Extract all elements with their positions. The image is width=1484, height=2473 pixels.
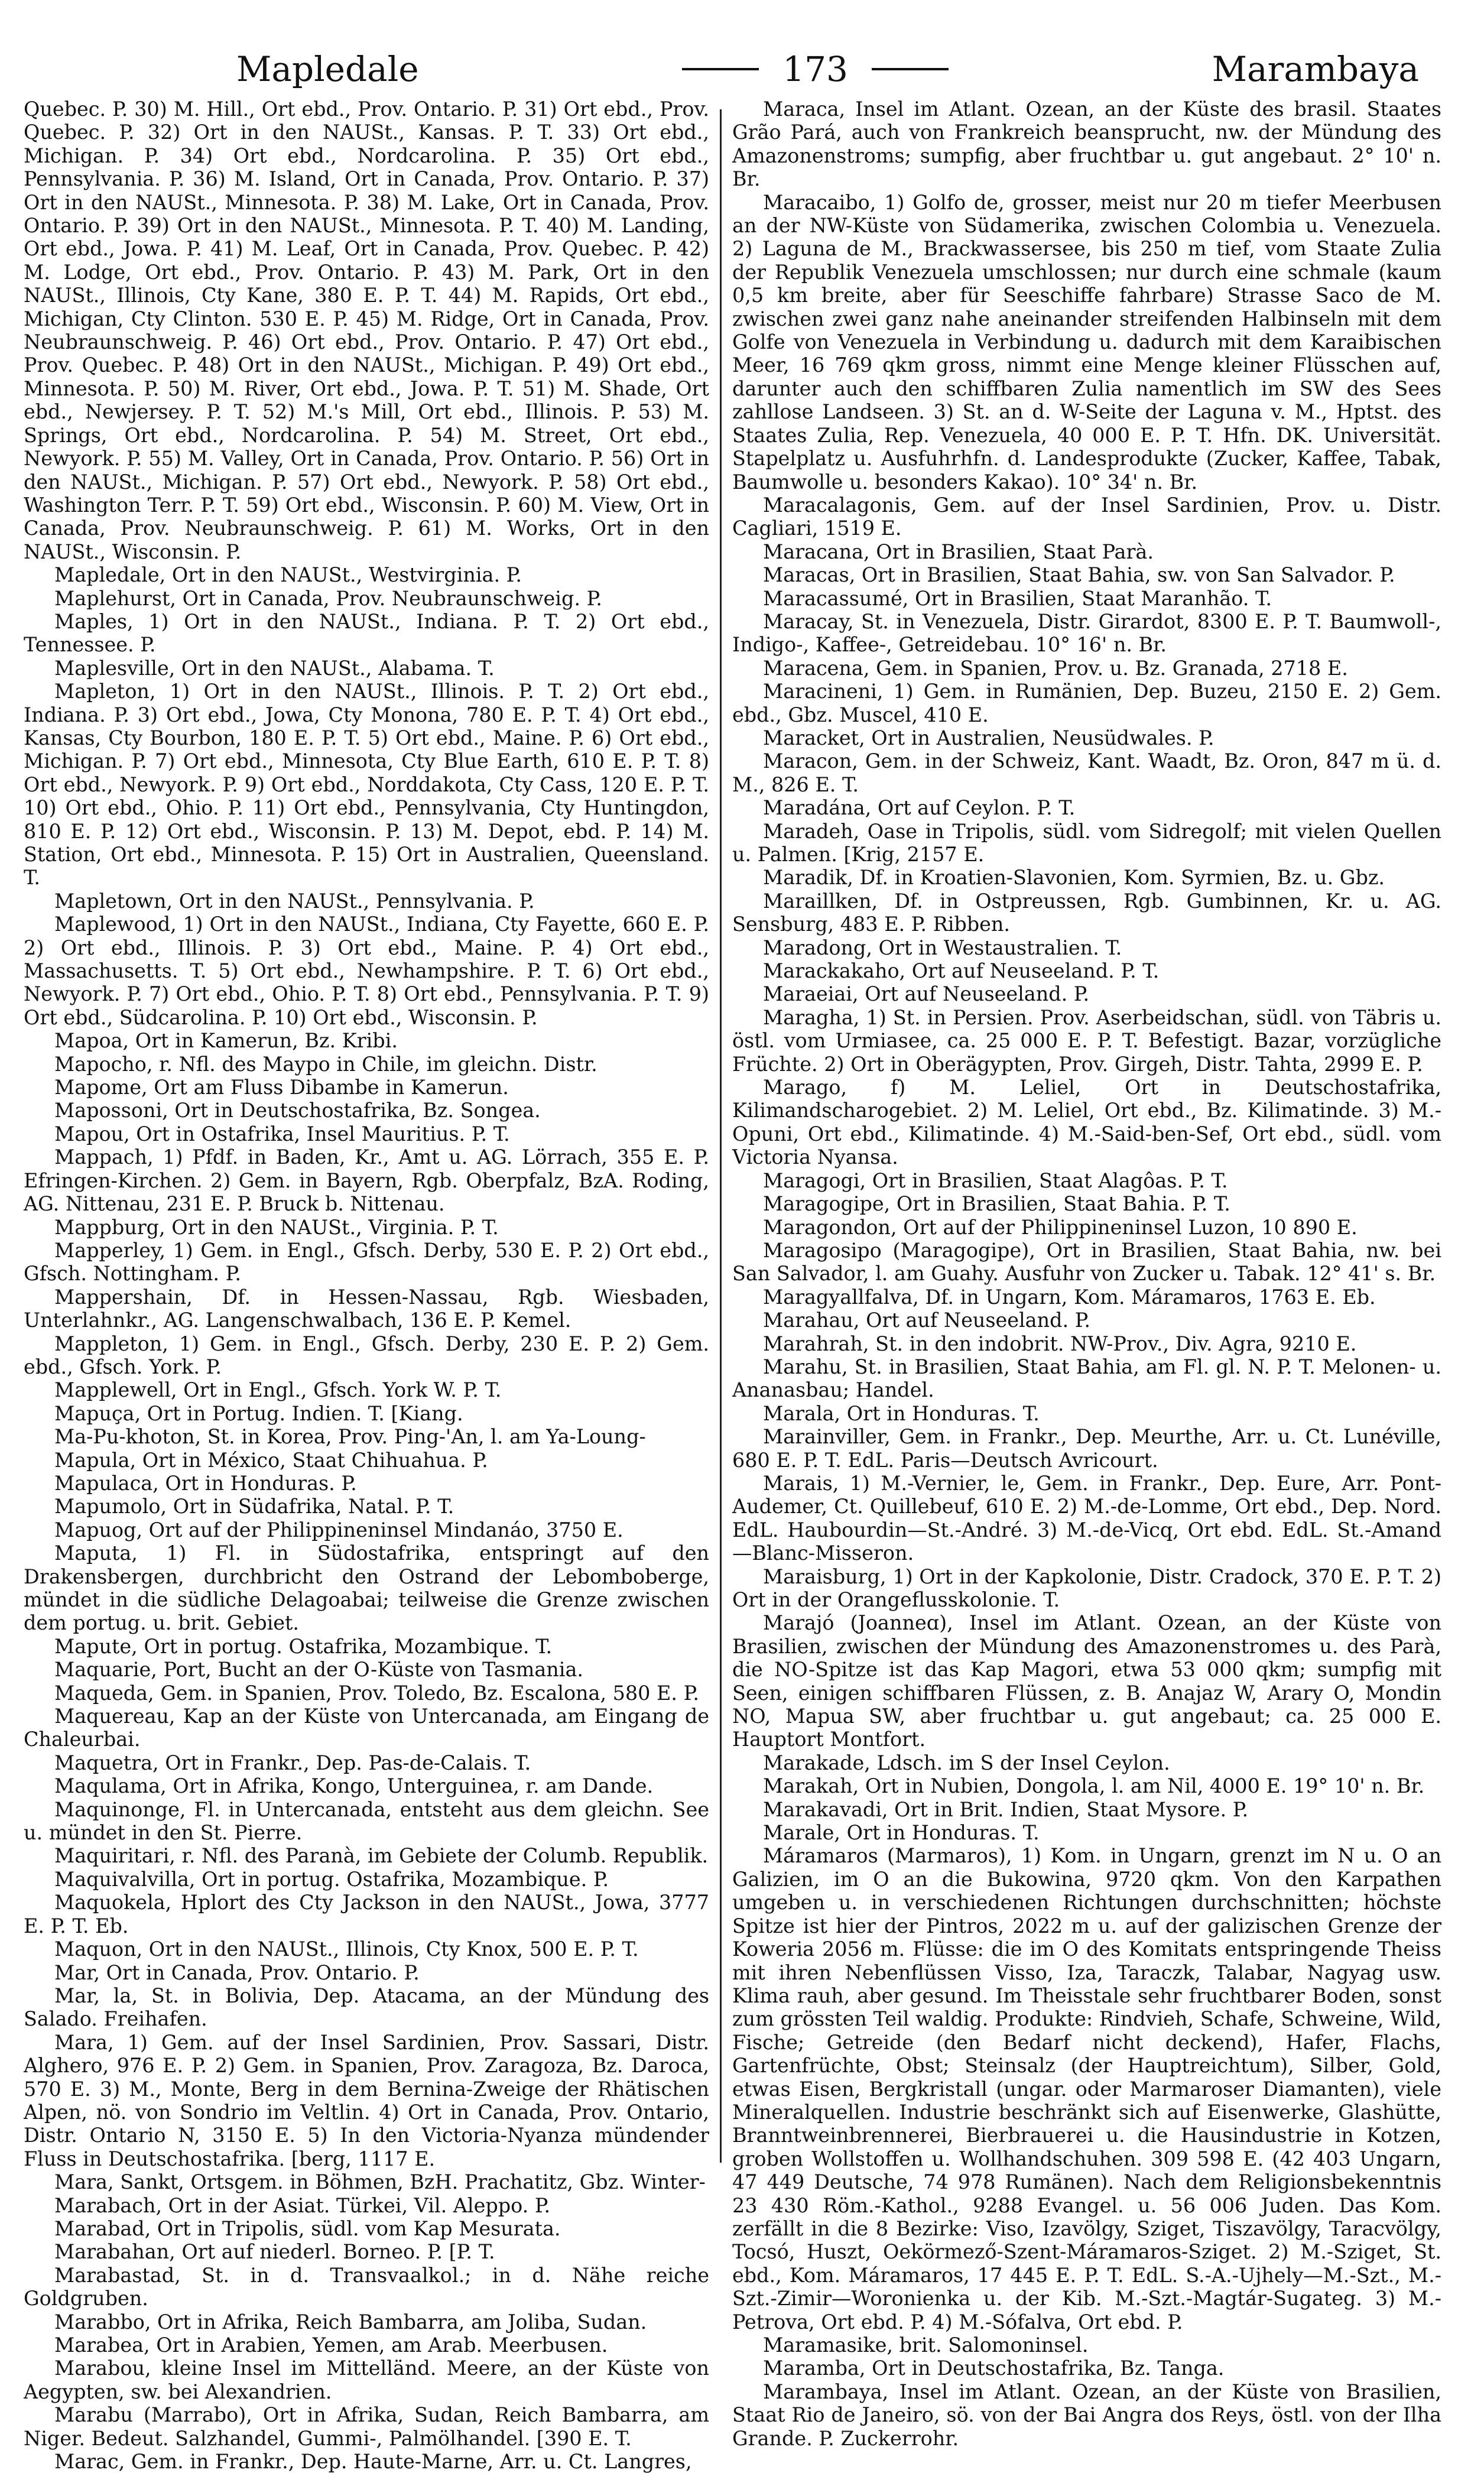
gazetteer-entry: Mara, Sankt, Ortsgem. in Böhmen, BzH. Prachatitz, Gbz. Winter- [54,2170,706,2194]
gazetteer-entry: Maragondon, Ort auf der Philippineninsel Luzon, 10 890 E. [763,1215,1358,1239]
gazetteer-entry: Maracassumé, Ort in Brasilien, Staat Maranhão. T. [763,586,1272,610]
gazetteer-entry: Maragogi, Ort in Brasilien, Staat Alagôas. P. T. [763,1169,1228,1192]
gazetteer-entry: Marainviller, Gem. in Frankr., Dep. Meurthe, Arr. u. Ct. Lunéville, 680 E. P. T. EdL. Paris—Deutsch Avricourt. [732,1425,1441,1472]
gazetteer-entry: Marajó (Joanneɑ), Insel im Atlant. Ozean, an der Küste von Brasilien, zwischen der Mündung des Amazonenstromes u. des Parà, die NO-Spitze ist das Kap Magori, etwa 53 000 qkm; sumpfig mit Seen, einigen schiffbaren Flüssen, z. B. Anajaz W, Arary O, Mondin NO, Mapua SW, aber fruchtbar u. gut angebaut; ca. 25 000 E. Hauptort Montfort. [732,1611,1441,1751]
gazetteer-entry: Maradeh, Oase in Tripolis, südl. vom Sidregolf; mit vielen Quellen u. Palmen. [Krig, 2157 E. [732,819,1441,866]
gazetteer-entry: Maracineni, 1) Gem. in Rumänien, Dep. Buzeu, 2150 E. 2) Gem. ebd., Gbz. Muscel, 410 E. [732,680,1441,726]
gazetteer-entry: Marabastad, St. in d. Transvaalkol.; in d. Nähe reiche Goldgruben. [24,2263,709,2310]
gazetteer-entry: Maracena, Gem. in Spanien, Prov. u. Bz. Granada, 2718 E. [763,656,1348,680]
gazetteer-entry: Máramaros (Marmaros), 1) Kom. in Ungarn, grenzt im N u. O an Galizien, im O an die Bukowina, 9720 qkm. Von den Karpathen umgeben u. in verschiedenen Richtungen durchschnitten; höchste Spitze ist hier der Pintros, 2022 m u. auf der galizischen Grenze der Koweria 2056 m. Flüsse: die im O des Komitats entspringende Theiss mit ihren Nebenflüssen Visso, Iza, Taraczk, Talabar, Nagyag usw. Klima rauh, aber gesund. Im Theisstale sehr fruchtbarer Boden, sonst zum grössten Teil waldig. Produkte: Rindvieh, Schafe, Schweine, Wild, Fische; Getreide (den Bedarf nicht deckend), Hafer, Flachs, Gartenfrüchte, Obst; Steinsalz (der Hauptreichtum), Silber, Gold, etwas Eisen, Bergkristall (ungar. oder Marmaroser Diamanten), viele Mineralquellen. Industrie beschränkt sich auf Eisenwerke, Glashütte, Branntweinbrennerei, Bierbrauerei u. die Hausindustrie in Kotzen, groben Wollstoffen u. Wollhandschuhen. 309 598 E. (42 403 Ungarn, 47 449 Deutsche, 74 978 Rumänen). Nach dem Religionsbekenntnis 23 430 Röm.-Kathol., 9288 Evangel. u. 56 006 Juden. Das Kom. zerfällt in die 8 Bezirke: Viso, Izavölgy, Sziget, Tiszavölgy, Taracvölgy, Tocsó, Huszt, Oekörmező-Szent-Máramaros-Sziget. 2) M.-Sziget, St. ebd., Kom. Máramaros, 17 445 E. P. T. EdL. S.-A.-Ujhely—M.-Szt., M.-Szt.-Zimir—Woronienka u. der Kib. M.-Szt.-Magtár-Sugateg. 3) M.-Petrova, Ort ebd. P. 4) M.-Sófalva, Ort ebd. P. [732,1844,1441,2334]
gazetteer-entry: Mapplewell, Ort in Engl., Gfsch. York W. P. T. [54,1378,502,1402]
gazetteer-entry: Marais, 1) M.-Vernier, le, Gem. in Frankr., Dep. Eure, Arr. Pont-Audemer, Ct. Quillebeuf, 610 E. 2) M.-de-Lomme, Ort ebd., Dep. Nord. EdL. Haubourdin—St.-André. 3) M.-de-Vicq, Ort ebd. EdL. St.-Amand—Blanc-Misseron. [732,1471,1441,1565]
gazetteer-entry: Mapuog, Ort auf der Philippineninsel Mindanáo, 3750 E. [54,1518,624,1541]
gazetteer-entry: Mapletown, Ort in den NAUSt., Pennsylvania. P. [54,889,535,913]
gazetteer-entry: Marabou, kleine Insel im Mittelländ. Meere, an der Küste von Aegypten, sw. bei Alexandrien. [24,2357,709,2403]
gazetteer-entry: Maquivalvilla, Ort in portug. Ostafrika, Mozambique. P. [54,1867,609,1891]
gazetteer-entry: Mapou, Ort in Ostafrika, Insel Mauritius. P. T. [54,1122,510,1145]
gazetteer-entry: Marabbo, Ort in Afrika, Reich Bambarra, am Joliba, Sudan. [54,2310,647,2334]
gazetteer-entry: Maraisburg, 1) Ort in der Kapkolonie, Distr. Cradock, 370 E. P. T. 2) Ort in der Orangeflusskolonie. T. [732,1565,1441,1611]
gazetteer-entry: Maraillken, Df. in Ostpreussen, Rgb. Gumbinnen, Kr. u. AG. Sensburg, 483 E. P. Ribben. [732,889,1441,936]
gazetteer-entry: Maradána, Ort auf Ceylon. P. T. [763,796,1076,820]
gazetteer-entry: Marago, f) M. Leliel, Ort in Deutschostafrika, Kilimandscharogebiet. 2) M. Leliel, Ort ebd., Bz. Kilimatinde. 3) M.-Opuni, Ort ebd., Kilimatinde. 4) M.-Said-ben-Sef, Ort ebd., südl. vom Victoria Nyansa. [732,1076,1441,1169]
text-columns [24,98,1454,2473]
gazetteer-entry: Mapula, Ort in México, Staat Chihuahua. P. [54,1448,488,1472]
gazetteer-entry: Mapleton, 1) Ort in den NAUSt., Illinois. P. T. 2) Ort ebd., Indiana. P. 3) Ort ebd., Jowa, Cty Monona, 780 E. P. T. 4) Ort ebd., Kansas, Cty Bourbon, 180 E. P. T. 5) Ort ebd., Maine. P. 6) Ort ebd., Michigan. P. 7) Ort ebd., Minnesota, Cty Blue Earth, 610 E. P. T. 8) Ort ebd., Newyork. P. 9) Ort ebd., Norddakota, Cty Cass, 120 E. P. T. 10) Ort ebd., Ohio. P. 11) Ort ebd., Pennsylvania, Cty Huntingdon, 810 E. P. 12) Ort ebd., Wisconsin. P. 13) M. Depot, ebd. P. 14) M. Station, Ort ebd., Minnesota. P. 15) Ort in Australien, Queensland. T. [24,680,709,890]
gazetteer-entry: Maragyallfalva, Df. in Ungarn, Kom. Máramaros, 1763 E. Eb. [763,1285,1376,1309]
gazetteer-entry: Maracana, Ort in Brasilien, Staat Parà. [763,540,1154,563]
gazetteer-entry: Mapumolo, Ort in Südafrika, Natal. P. T. [54,1495,454,1518]
gazetteer-entry: Maramasike, brit. Salomoninsel. [763,2334,1089,2357]
header-left-word: Mapledale [236,49,419,89]
gazetteer-entry: Marabad, Ort in Tripolis, südl. vom Kap Mesurata. [54,2216,561,2240]
gazetteer-entry: Maradong, Ort in Westaustralien. T. [763,936,1122,959]
gazetteer-entry: Maracay, St. in Venezuela, Distr. Girardot, 8300 E. P. T. Baumwoll-, Indigo-, Kaffee-, Getreidebau. 10° 16' n. Br. [732,609,1441,657]
gazetteer-entry: Mapperley, 1) Gem. in Engl., Gfsch. Derby, 530 E. P. 2) Ort ebd., Gfsch. Nottingham. P. [24,1238,709,1286]
gazetteer-entry: Marambaya, Insel im Atlant. Ozean, an der Küste von Brasilien, Staat Rio de Janeiro, sö. von der Bai Angra dos Reys, östl. von der Ilha Grande. P. Zuckerrohr. [732,2380,1441,2450]
gazetteer-entry: Marabach, Ort in der Asiat. Türkei, Vil. Aleppo. P. [54,2193,551,2217]
gazetteer-entry: Mapocho, r. Nfl. des Maypo in Chile, im gleichn. Distr. [54,1052,598,1076]
gazetteer-entry: Maquinonge, Fl. in Untercanada, entsteht aus dem gleichn. See u. mündet in den St. Pierre. [24,1797,709,1845]
gazetteer-entry: Mapuça, Ort in Portug. Indien. T. [Kiang. [54,1401,463,1425]
gazetteer-entry: Maracalagonis, Gem. auf der Insel Sardinien, Prov. u. Distr. Cagliari, 1519 E. [732,493,1441,540]
gazetteer-entry: Mar, la, St. in Bolivia, Dep. Atacama, an der Mündung des Salado. Freihafen. [24,1984,709,2031]
gazetteer-entry: Marale, Ort in Honduras. T. [763,1821,1040,1845]
gazetteer-entry: Mapledale, Ort in den NAUSt., Westvirginia. P. [54,563,522,587]
gazetteer-entry: Ma-Pu-khoton, St. in Korea, Prov. Ping-'An, l. am Ya-Loung- [54,1425,646,1449]
gazetteer-entry: Mapoa, Ort in Kamerun, Bz. Kribi. [54,1029,398,1053]
running-header [236,37,1419,102]
gazetteer-entry: Maragha, 1) St. in Persien. Prov. Aserbeidschan, südl. von Täbris u. östl. vom Urmiasee, ca. 25 000 E. P. T. Befestigt. Bazar, vorzügliche Früchte. 2) Ort in Oberägypten, Prov. Girgeh, Distr. Tahta, 2999 E. P. [732,1005,1441,1076]
gazetteer-entry: Marabu (Marrabo), Ort in Afrika, Sudan, Reich Bambarra, am Niger. Bedeut. Salzhandel, Gummi-, Palmölhandel. [390 E. T. [24,2403,709,2450]
gazetteer-entry: Maracon, Gem. in der Schweiz, Kant. Waadt, Bz. Oron, 847 m ü. d. M., 826 E. T. [732,749,1441,796]
gazetteer-entry: Maramba, Ort in Deutschostafrika, Bz. Tanga. [763,2357,1225,2380]
gazetteer-entry: Maquiritari, r. Nfl. des Paranà, im Gebiete der Columb. Republik. [54,1844,709,1868]
page-number: 173 [782,49,848,89]
gazetteer-entry: Marakavadi, Ort in Brit. Indien, Staat Mysore. P. [763,1797,1249,1821]
gazetteer-entry: Marabahan, Ort auf niederl. Borneo. P. [P. T. [54,2240,495,2264]
gazetteer-entry: Maplewood, 1) Ort in den NAUSt., Indiana, Cty Fayette, 660 E. P. 2) Ort ebd., Illinois. P. 3) Ort ebd., Maine. P. 4) Ort ebd., Massachusetts. T. 5) Ort ebd., Newhampshire. P. T. 6) Ort ebd., Newyork. P. 7) Ort ebd., Ohio. P. T. 8) Ort ebd., Pennsylvania. P. T. 9) Ort ebd., Südcarolina. P. 10) Ort ebd., Wisconsin. P. [24,913,709,1029]
gazetteer-entry: Maracaibo, 1) Golfo de, grosser, meist nur 20 m tiefer Meerbusen an der NW-Küste von Südamerika, zwischen Colombia u. Venezuela. 2) Laguna de M., Brackwassersee, bis 250 m tief, vom Staate Zulia der Republik Venezuela umschlossen; nur durch eine schmale (kaum 0,5 km breite, aber für Seeschiffe fahrbare) Strasse Saco de M. zwischen zwei ganz nahe aneinander streifenden Halbinseln mit dem Golfe von Venezuela in Verbindung u. dadurch mit dem Karaibischen Meer, 16 769 qkm gross, nimmt eine Menge kleiner Flüsschen auf, darunter auch den schiffbaren Zulia namentlich im SW des Sees zahllose Landseen. 3) St. an d. W-Seite der Laguna v. M., Hptst. des Staates Zulia, Rep. Venezuela, 40 000 E. P. T. Hfn. DK. Universität. Stapelplatz u. Ausfuhrhfn. d. Landesprodukte (Zucker, Kaffee, Tabak, Baumwolle u. besonders Kakao). 10° 34' n. Br. [732,190,1441,494]
gazetteer-entry: Maplehurst, Ort in Canada, Prov. Neubraunschweig. P. [54,586,602,610]
left-column [24,98,720,2473]
gazetteer-entry: Mapute, Ort in portug. Ostafrika, Mozambique. T. [54,1634,553,1658]
gazetteer-entry: Maplesville, Ort in den NAUSt., Alabama. T. [54,656,495,680]
gazetteer-entry: Mara, 1) Gem. auf der Insel Sardinien, Prov. Sassari, Distr. Alghero, 976 E. P. 2) Gem. in Spanien, Prov. Zaragoza, Bz. Daroca, 570 E. 3) M., Monte, Berg in dem Bernina-Zweige der Rhätischen Alpen, nö. von Sondrio im Veltlin. 4) Ort in Canada, Prov. Ontario, Distr. Ontario N, 3150 E. 5) In den Victoria-Nyanza mündender Fluss in Deutschostafrika. [berg, 1117 E. [24,2030,709,2170]
gazetteer-entry: Maqueda, Gem. in Spanien, Prov. Toledo, Bz. Escalona, 580 E. P. [54,1681,699,1705]
gazetteer-entry: Maquokela, Hplort des Cty Jackson in den NAUSt., Jowa, 3777 E. P. T. Eb. [24,1891,709,1937]
gazetteer-entry: Mappburg, Ort in den NAUSt., Virginia. P. T. [54,1215,499,1239]
gazetteer-entry: Mappleton, 1) Gem. in Engl., Gfsch. Derby, 230 E. P. 2) Gem. ebd., Gfsch. York. P. [24,1332,709,1378]
gazetteer-entry: Mapulaca, Ort in Honduras. P. [54,1471,357,1495]
gazetteer-entry: Mapome, Ort am Fluss Dibambe in Kamerun. [54,1076,509,1099]
gazetteer-entry: Maracket, Ort in Australien, Neusüdwales. P. [763,726,1215,749]
gazetteer-entry: Marabea, Ort in Arabien, Yemen, am Arab. Meerbusen. [54,2334,608,2357]
header-dash-right [872,68,949,70]
gazetteer-entry: Maquon, Ort in den NAUSt., Illinois, Cty Knox, 500 E. P. T. [54,1937,639,1961]
gazetteer-entry: Marakade, Ldsch. im S der Insel Ceylon. [763,1751,1170,1774]
gazetteer-entry: Maquereau, Kap an der Küste von Untercanada, am Eingang de Chaleurbai. [24,1705,709,1751]
header-right-word: Marambaya [1212,49,1419,89]
gazetteer-entry: Mappach, 1) Pfdf. in Baden, Kr., Amt u. AG. Lörrach, 355 E. P. Efringen-Kirchen. 2) Gem. in Bayern, Rgb. Oberpfalz, BzA. Roding, AG. Nittenau, 231 E. P. Bruck b. Nittenau. [24,1145,709,1216]
gazetteer-entry: Marac, Gem. in Frankr., Dep. Haute-Marne, Arr. u. Ct. Langres, [54,2450,692,2473]
gazetteer-entry: Quebec. P. 30) M. Hill., Ort ebd., Prov. Ontario. P. 31) Ort ebd., Prov. Quebec. P. 32) Ort in den NAUSt., Kansas. P. T. 33) Ort ebd., Michigan. P. 34) Ort ebd., Nordcarolina. P. 35) Ort ebd., Pennsylvania. P. 36) M. Island, Ort in Canada, Prov. Ontario. P. 37) Ort in den NAUSt., Minnesota. P. 38) M. Lake, Ort in Canada, Prov. Ontario. P. 39) Ort in den NAUSt., Minnesota. P. T. 40) M. Landing, Ort ebd., Jowa. P. 41) M. Leaf, Ort in Canada, Prov. Quebec. P. 42) M. Lodge, Ort ebd., Prov. Ontario. P. 43) M. Park, Ort in den NAUSt., Illinois, Cty Kane, 380 E. P. T. 44) M. Rapids, Ort ebd., Michigan, Cty Clinton. 530 E. P. 45) M. Ridge, Ort in Canada, Prov. Neubraunschweig. P. 46) Ort ebd., Prov. Ontario. P. 47) Ort ebd., Prov. Quebec. P. 48) Ort in den NAUSt., Michigan. P. 49) Ort ebd., Minnesota. P. 50) M. River, Ort ebd., Jowa. P. T. 51) M. Shade, Ort ebd., Newjersey. P. T. 52) M.'s Mill, Ort ebd., Illinois. P. 53) M. Springs, Ort ebd., Nordcarolina. P. 54) M. Street, Ort ebd., Newyork. P. 55) M. Valley, Ort in Canada, Prov. Ontario. P. 56) Ort in den NAUSt., Michigan. P. 57) Ort ebd., Newyork. P. 58) Ort ebd., Washington Terr. P. T. 59) Ort ebd., Wisconsin. P. 60) M. View, Ort in Canada, Prov. Neubraunschweig. P. 61) M. Works, Ort in den NAUSt., Wisconsin. P. [24,98,709,563]
gazetteer-entry: Maraca, Insel im Atlant. Ozean, an der Küste des brasil. Staates Grão Pará, auch von Frankreich beansprucht, nw. der Mündung des Amazonenstroms; sumpfig, aber fruchtbar u. gut angebaut. 2° 10' n. Br. [732,98,1441,191]
gazetteer-entry: Marahu, St. in Brasilien, Staat Bahia, am Fl. gl. N. P. T. Melonen- u. Ananasbau; Handel. [732,1355,1441,1402]
gazetteer-entry: Maracas, Ort in Brasilien, Staat Bahia, sw. von San Salvador. P. [763,563,1395,587]
gazetteer-entry: Marahrah, St. in den indobrit. NW-Prov., Div. Agra, 9210 E. [763,1332,1357,1355]
gazetteer-entry: Marackakaho, Ort auf Neuseeland. P. T. [763,959,1160,983]
gazetteer-entry: Mar, Ort in Canada, Prov. Ontario. P. [54,1961,420,1984]
gazetteer-entry: Marahau, Ort auf Neuseeland. P. [763,1309,1091,1332]
gazetteer-entry: Maquetra, Ort in Frankr., Dep. Pas-de-Calais. T. [54,1751,531,1774]
gazetteer-entry: Maples, 1) Ort in den NAUSt., Indiana. P. T. 2) Ort ebd., Tennessee. P. [24,609,709,657]
gazetteer-entry: Maraeiai, Ort auf Neuseeland. P. [763,982,1090,1006]
gazetteer-entry: Marakah, Ort in Nubien, Dongola, l. am Nil, 4000 E. 19° 10' n. Br. [763,1774,1425,1798]
right-column [722,98,1441,2450]
gazetteer-entry: Maragosipo (Maragogipe), Ort in Brasilien, Staat Bahia, nw. bei San Salvador, l. am Guahy. Ausfuhr von Zucker u. Tabak. 12° 41' s. Br. [732,1238,1441,1286]
header-dash-left [682,68,759,70]
gazetteer-entry: Mappershain, Df. in Hessen-Nassau, Rgb. Wiesbaden, Unterlahnkr., AG. Langenschwalbach, 136 E. P. Kemel. [24,1285,709,1332]
gazetteer-entry: Maqulama, Ort in Afrika, Kongo, Unterguinea, r. am Dande. [54,1774,654,1798]
gazetteer-entry: Maragogipe, Ort in Brasilien, Staat Bahia. P. T. [763,1192,1230,1216]
gazetteer-entry: Maradik, Df. in Kroatien-Slavonien, Kom. Syrmien, Bz. u. Gbz. [763,866,1385,890]
gazetteer-entry: Maputa, 1) Fl. in Südostafrika, entspringt auf den Drakensbergen, durchbricht den Ostrand der Lebomboberge, mündet in die südliche Delagoabai; teilweise die Grenze zwischen dem portug. u. brit. Gebiet. [24,1541,709,1635]
gazetteer-entry: Maquarie, Port, Bucht an der O-Küste von Tasmania. [54,1658,583,1682]
gazetteer-entry: Mapossoni, Ort in Deutschostafrika, Bz. Songea. [54,1099,541,1122]
gazetteer-entry: Marala, Ort in Honduras. T. [763,1401,1040,1425]
page-number-group [682,49,949,89]
